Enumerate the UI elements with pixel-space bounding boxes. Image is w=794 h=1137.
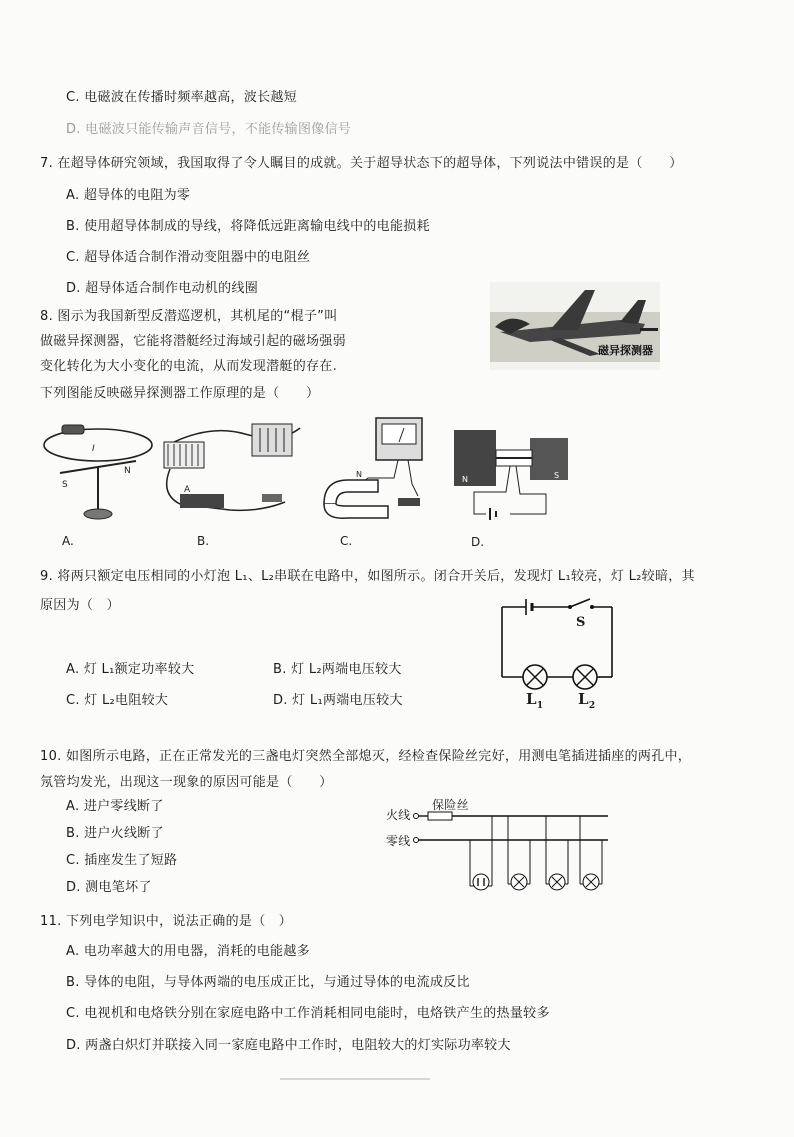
q7-option-c: C. 超导体适合制作滑动变阻器中的电阻丝 (66, 250, 311, 265)
svg-text:I: I (92, 444, 95, 454)
q7-option-b: B. 使用超导体制成的导线，将降低远距离输电线中的电能损耗 (66, 219, 430, 234)
q8-figure-a (40, 415, 160, 525)
q10-option-b: B. 进户火线断了 (66, 826, 164, 841)
svg-text:N: N (462, 475, 468, 484)
q11-option-a: A. 电功率越大的用电器，消耗的电能越多 (66, 944, 310, 959)
q9-l1-label: $L_1$ (526, 690, 544, 711)
q11-option-d: D. 两盏白炽灯并联接入同一家庭电路中工作时，电阻较大的灯实际功率较大 (66, 1038, 511, 1053)
q9-option-d: D. 灯 L₁两端电压较大 (273, 693, 403, 708)
q6-option-d: D. 电磁波只能传输声音信号，不能传输图像信号 (66, 122, 352, 137)
plane-caption: 磁异探测器 (598, 344, 653, 357)
q8-stem-line1: 8. 图示为我国新型反潜巡逻机，其机尾的“棍子”叫 (40, 309, 338, 324)
q8-stem-line2: 做磁异探测器，它能将潜艇经过海域引起的磁场强弱 (40, 334, 346, 349)
q11-option-c: C. 电视机和电烙铁分别在家庭电路中工作消耗相同电能时，电烙铁产生的热量较多 (66, 1006, 550, 1021)
q11-stem: 11. 下列电学知识中，说法正确的是（ ） (40, 914, 293, 929)
svg-text:S: S (554, 471, 560, 480)
q8-caption-a: A. (62, 534, 74, 548)
q10-option-d: D. 测电笔坏了 (66, 880, 152, 895)
q10-option-a: A. 进户零线断了 (66, 799, 164, 814)
q10-fuse-label: 保险丝 (432, 798, 469, 812)
q8-figure-b (150, 414, 310, 526)
q8-figure-d (450, 422, 572, 530)
q8-stem-line3: 变化转化为大小变化的电流，从而发现潜艇的存在. (40, 359, 338, 374)
q9-switch-label: S (576, 615, 586, 630)
q10-stem-line1: 10. 如图所示电路，正在正常发光的三盏电灯突然全部熄灭，经检查保险丝完好，用测电笔插进插座的两孔中， (40, 749, 692, 764)
q8-figure-c (318, 414, 438, 524)
q8-caption-c: C. (340, 534, 353, 548)
q7-option-d: D. 超导体适合制作电动机的线圈 (66, 281, 259, 296)
q10-live-wire-label: 火线 (386, 808, 411, 822)
q9-option-c: C. 灯 L₂电阻较大 (66, 693, 169, 708)
q7-stem: 7. 在超导体研究领域，我国取得了令人瞩目的成就。关于超导状态下的超导体，下列说法中错误的是（ ） (40, 156, 683, 171)
q7-option-a: A. 超导体的电阻为零 (66, 188, 191, 203)
q8-caption-d: D. (471, 535, 485, 549)
q9-option-b: B. 灯 L₂两端电压较大 (273, 662, 402, 677)
q10-household-circuit (412, 808, 612, 894)
svg-text:S: S (62, 480, 68, 490)
q9-series-circuit (490, 595, 620, 715)
q6-option-c: C. 电磁波在传播时频率越高，波长越短 (66, 90, 298, 105)
q9-stem-line1: 9. 将两只额定电压相同的小灯泡 L₁、L₂串联在电路中，如图所示。闭合开关后，发现灯 L₁较亮，灯 L₂较暗，其 (40, 569, 695, 584)
svg-text:N: N (124, 466, 131, 476)
q11-option-b: B. 导体的电阻，与导体两端的电压成正比，与通过导体的电流成反比 (66, 975, 470, 990)
q10-stem-line2: 氖管均发光，出现这一现象的原因可能是（ ） (40, 775, 333, 790)
svg-text:N: N (356, 470, 362, 479)
q10-neutral-wire-label: 零线 (386, 834, 411, 848)
q8-stem-line4: 下列图能反映磁异探测器工作原理的是（ ） (40, 386, 320, 401)
svg-text:A: A (184, 485, 191, 495)
q9-stem-line2: 原因为（ ） (40, 598, 120, 613)
footer-smudge (280, 1078, 430, 1080)
q8-caption-b: B. (197, 534, 210, 548)
q9-l2-label: $L_2$ (578, 690, 596, 711)
q9-option-a: A. 灯 L₁额定功率较大 (66, 662, 195, 677)
q10-option-c: C. 插座发生了短路 (66, 853, 178, 868)
